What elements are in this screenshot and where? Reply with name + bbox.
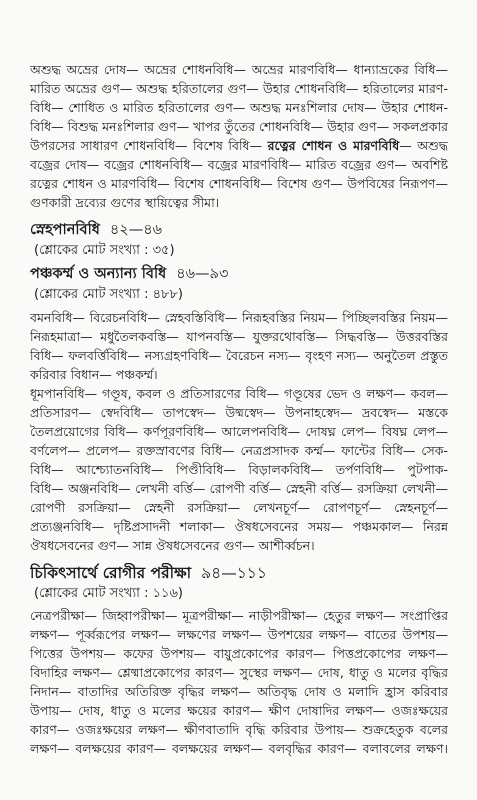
text-line: রোপণী রসক্রিয়া— স্নেহনী রসক্রিয়া— লেখনচূর্ণ— রোপণচূর্ণ— স্নেহনচূর্ণ— bbox=[30, 500, 448, 515]
section-page-range: ৪২—৪৬ bbox=[109, 222, 163, 238]
text-segment: বজ্রের দোষ— বজ্রের শোধনবিধি— বজ্রের মারণবিধি— মারিত বজ্রের গুণ— অবশিষ্ট bbox=[30, 157, 448, 172]
text-line: ঔষধসেবনের গুণ— সান্ন ঔষধসেবনের গুণ— আশীর্ব্বচন। bbox=[30, 538, 315, 553]
text-line: বিধি— আশ্চ্যোতনবিধি— পিণ্ডীবিধি— বিড়ালকবিধি— তর্পণবিধি— পুটপাক- bbox=[30, 462, 448, 477]
text-line: লক্ষণ— বলক্ষয়ের কারণ— বলক্ষয়ের লক্ষণ— বলবৃদ্ধির কারণ— বলাবলের লক্ষণ। bbox=[30, 741, 448, 756]
text-line: বমনবিধি— বিরেচনবিধি— স্নেহবস্তিবিধি— নিরূহবস্তির নিয়ম— পিচ্ছিলবস্তির নিয়ম— bbox=[30, 310, 448, 325]
text-line: তৈলপ্রয়োগের বিধি— কর্ণপূরণবিধি— আলেপনবিধি— দোষঘ্ন লেপ— বিষঘ্ন লেপ— bbox=[30, 424, 448, 439]
text-line bbox=[30, 136, 448, 155]
verse-count: (শ্লোকের মোট সংখ্যা : ৩৫) bbox=[34, 243, 175, 258]
section-title: পঞ্চকর্ম্ম ও অন্যান্য বিধি bbox=[30, 266, 167, 282]
text-line: প্রত্যঞ্জনবিধি— দৃষ্টিপ্রসাদনী শলাকা— ঔষধসেবনের সময়— পঞ্চমকাল— নিরন্ন bbox=[30, 519, 448, 534]
text-line: বিধি— ফলবর্ত্তিবিধি— নস্যগ্রহণবিধি— বৈরেচন নস্য— বৃংহণ নস্য— অনুতৈল প্রস্তুত bbox=[30, 348, 448, 363]
text-line: পিত্তের উপশয়— কফের উপশয়— বায়ুপ্রকোপের কারণ— পিত্তপ্রকোপের লক্ষণ— bbox=[30, 646, 448, 661]
intro-paragraph bbox=[30, 60, 448, 212]
text-line bbox=[30, 60, 448, 79]
text-line: প্রতিসারণ— স্বেদবিধি— তাপস্বেদ— উষ্মস্বেদ— উপনাহস্বেদ— দ্রবস্বেদ— মস্তকে bbox=[30, 405, 448, 420]
text-line: উপায়— দোষ, ধাতু ও মলের ক্ষয়ের কারণ— ক্ষীণ দোষাদির লক্ষণ— ওজঃক্ষয়ের bbox=[30, 703, 448, 718]
section-page-range: ৯৪—১১১ bbox=[201, 564, 267, 582]
text-segment: — অশুদ্ধ bbox=[399, 138, 448, 153]
text-segment: অশুদ্ধ অভ্রের দোষ— অভ্রের শোধনবিধি— অভ্রের মারণবিধি— ধান্যাভ্রকের বিধি— bbox=[30, 62, 448, 77]
text-line bbox=[30, 174, 448, 193]
section-title: চিকিৎসার্থে রোগীর পরীক্ষা bbox=[30, 564, 192, 582]
text-segment: বিধি— বিশুদ্ধ মনঃশিলার গুণ— খাপর তুঁতের শোধনবিধি— উহার গুণ— সকলপ্রকার bbox=[30, 119, 448, 134]
emphasized-subheading: রত্নের শোধন ও মারণবিধি bbox=[267, 138, 400, 153]
text-line: লক্ষণ— পূর্ব্বরূপের লক্ষণ— লক্ষণের লক্ষণ— উপশয়ের লক্ষণ— বাতের উপশয়— bbox=[30, 627, 448, 642]
text-line bbox=[30, 193, 448, 212]
text-line bbox=[30, 98, 448, 117]
section-heading bbox=[30, 264, 448, 285]
text-segment: রত্নের শোধন ও মারণবিধি— বিশেষ শোধনবিধি— বিশেষ গুণ— উপবিষের নিরূপণ— bbox=[30, 176, 448, 191]
text-line: বিধি— অঞ্জনবিধি— লেখনী বর্ত্তি— রোপণী বর্ত্তি— স্নেহনী বর্ত্তি— রসক্রিয়া লেখনী— bbox=[30, 481, 448, 496]
text-line: বিদাহির লক্ষণ— শ্লেষ্মাপ্রকোপের কারণ— সুস্থের লক্ষণ— দোষ, ধাতু ও মলের বৃদ্ধির bbox=[30, 665, 448, 680]
verse-count: (শ্লোকের মোট সংখ্যা : ১১৬) bbox=[34, 586, 183, 601]
text-line: করিবার বিধান— পঞ্চকর্ম্ম। bbox=[30, 367, 158, 382]
text-line bbox=[30, 155, 448, 174]
verse-count: (শ্লোকের মোট সংখ্যা : ৪৮৮) bbox=[34, 287, 183, 302]
section-paragraph bbox=[30, 606, 448, 758]
section-heading bbox=[30, 563, 448, 584]
section-heading bbox=[30, 220, 448, 241]
text-line: নিরূহমাত্রা— মধুতৈলকবস্তি— যাপনবস্তি— যুক্তরথোবস্তি— সিদ্ধবস্তি— উত্তরবস্তির bbox=[30, 329, 448, 344]
text-line: নেত্রপরীক্ষা— জিহ্বাপরীক্ষা— মূত্রপরীক্ষা— নাড়ীপরীক্ষা— হেতুর লক্ষণ— সংপ্রাপ্তির bbox=[30, 608, 448, 623]
text-line: নিদান— বাতাদির অতিরিক্ত বৃদ্ধির লক্ষণ— অতিবৃদ্ধ দোষ ও মলাদি হ্রাস করিবার bbox=[30, 684, 448, 699]
text-line bbox=[30, 79, 448, 98]
section-page-range: ৪৬—৯৩ bbox=[176, 266, 229, 282]
text-line: কারণ— ওজঃক্ষয়ের লক্ষণ— ক্ষীণবাতাদি বৃদ্ধি করিবার উপায়— শুক্রহেতুক বলের bbox=[30, 722, 448, 737]
section-paragraph bbox=[30, 308, 448, 555]
text-segment: উপরসের সাধারণ শোধনবিধি— বিশেষ বিধি— bbox=[30, 138, 268, 153]
text-segment: বিধি— শোধিত ও মারিত হরিতালের গুণ— অশুদ্ধ মনঃশিলার দোষ— উহার শোধন- bbox=[30, 100, 448, 115]
section-title: স্নেহপানবিধি bbox=[30, 222, 100, 238]
text-line: বর্ণলেপ— প্রলেপ— রক্তস্রাবণের বিধি— নেত্রপ্রসাদক কর্ম্ম— ফান্টের বিধি— সেক- bbox=[30, 443, 448, 458]
text-segment: গুণকারী দ্রব্যের গুণের স্থায়িত্বের সীমা। bbox=[30, 195, 220, 210]
text-line: ধূমপানবিধি— গণ্ডূষ, কবল ও প্রতিসারণের বিধি— গণ্ডূষের ভেদ ও লক্ষণ— কবল— bbox=[30, 386, 448, 401]
page-content bbox=[30, 60, 448, 758]
text-line bbox=[30, 117, 448, 136]
text-segment: মারিত অভ্রের গুণ— অশুদ্ধ হরিতালের গুণ— উহার শোধনবিধি— হরিতালের মারণ- bbox=[30, 81, 448, 96]
